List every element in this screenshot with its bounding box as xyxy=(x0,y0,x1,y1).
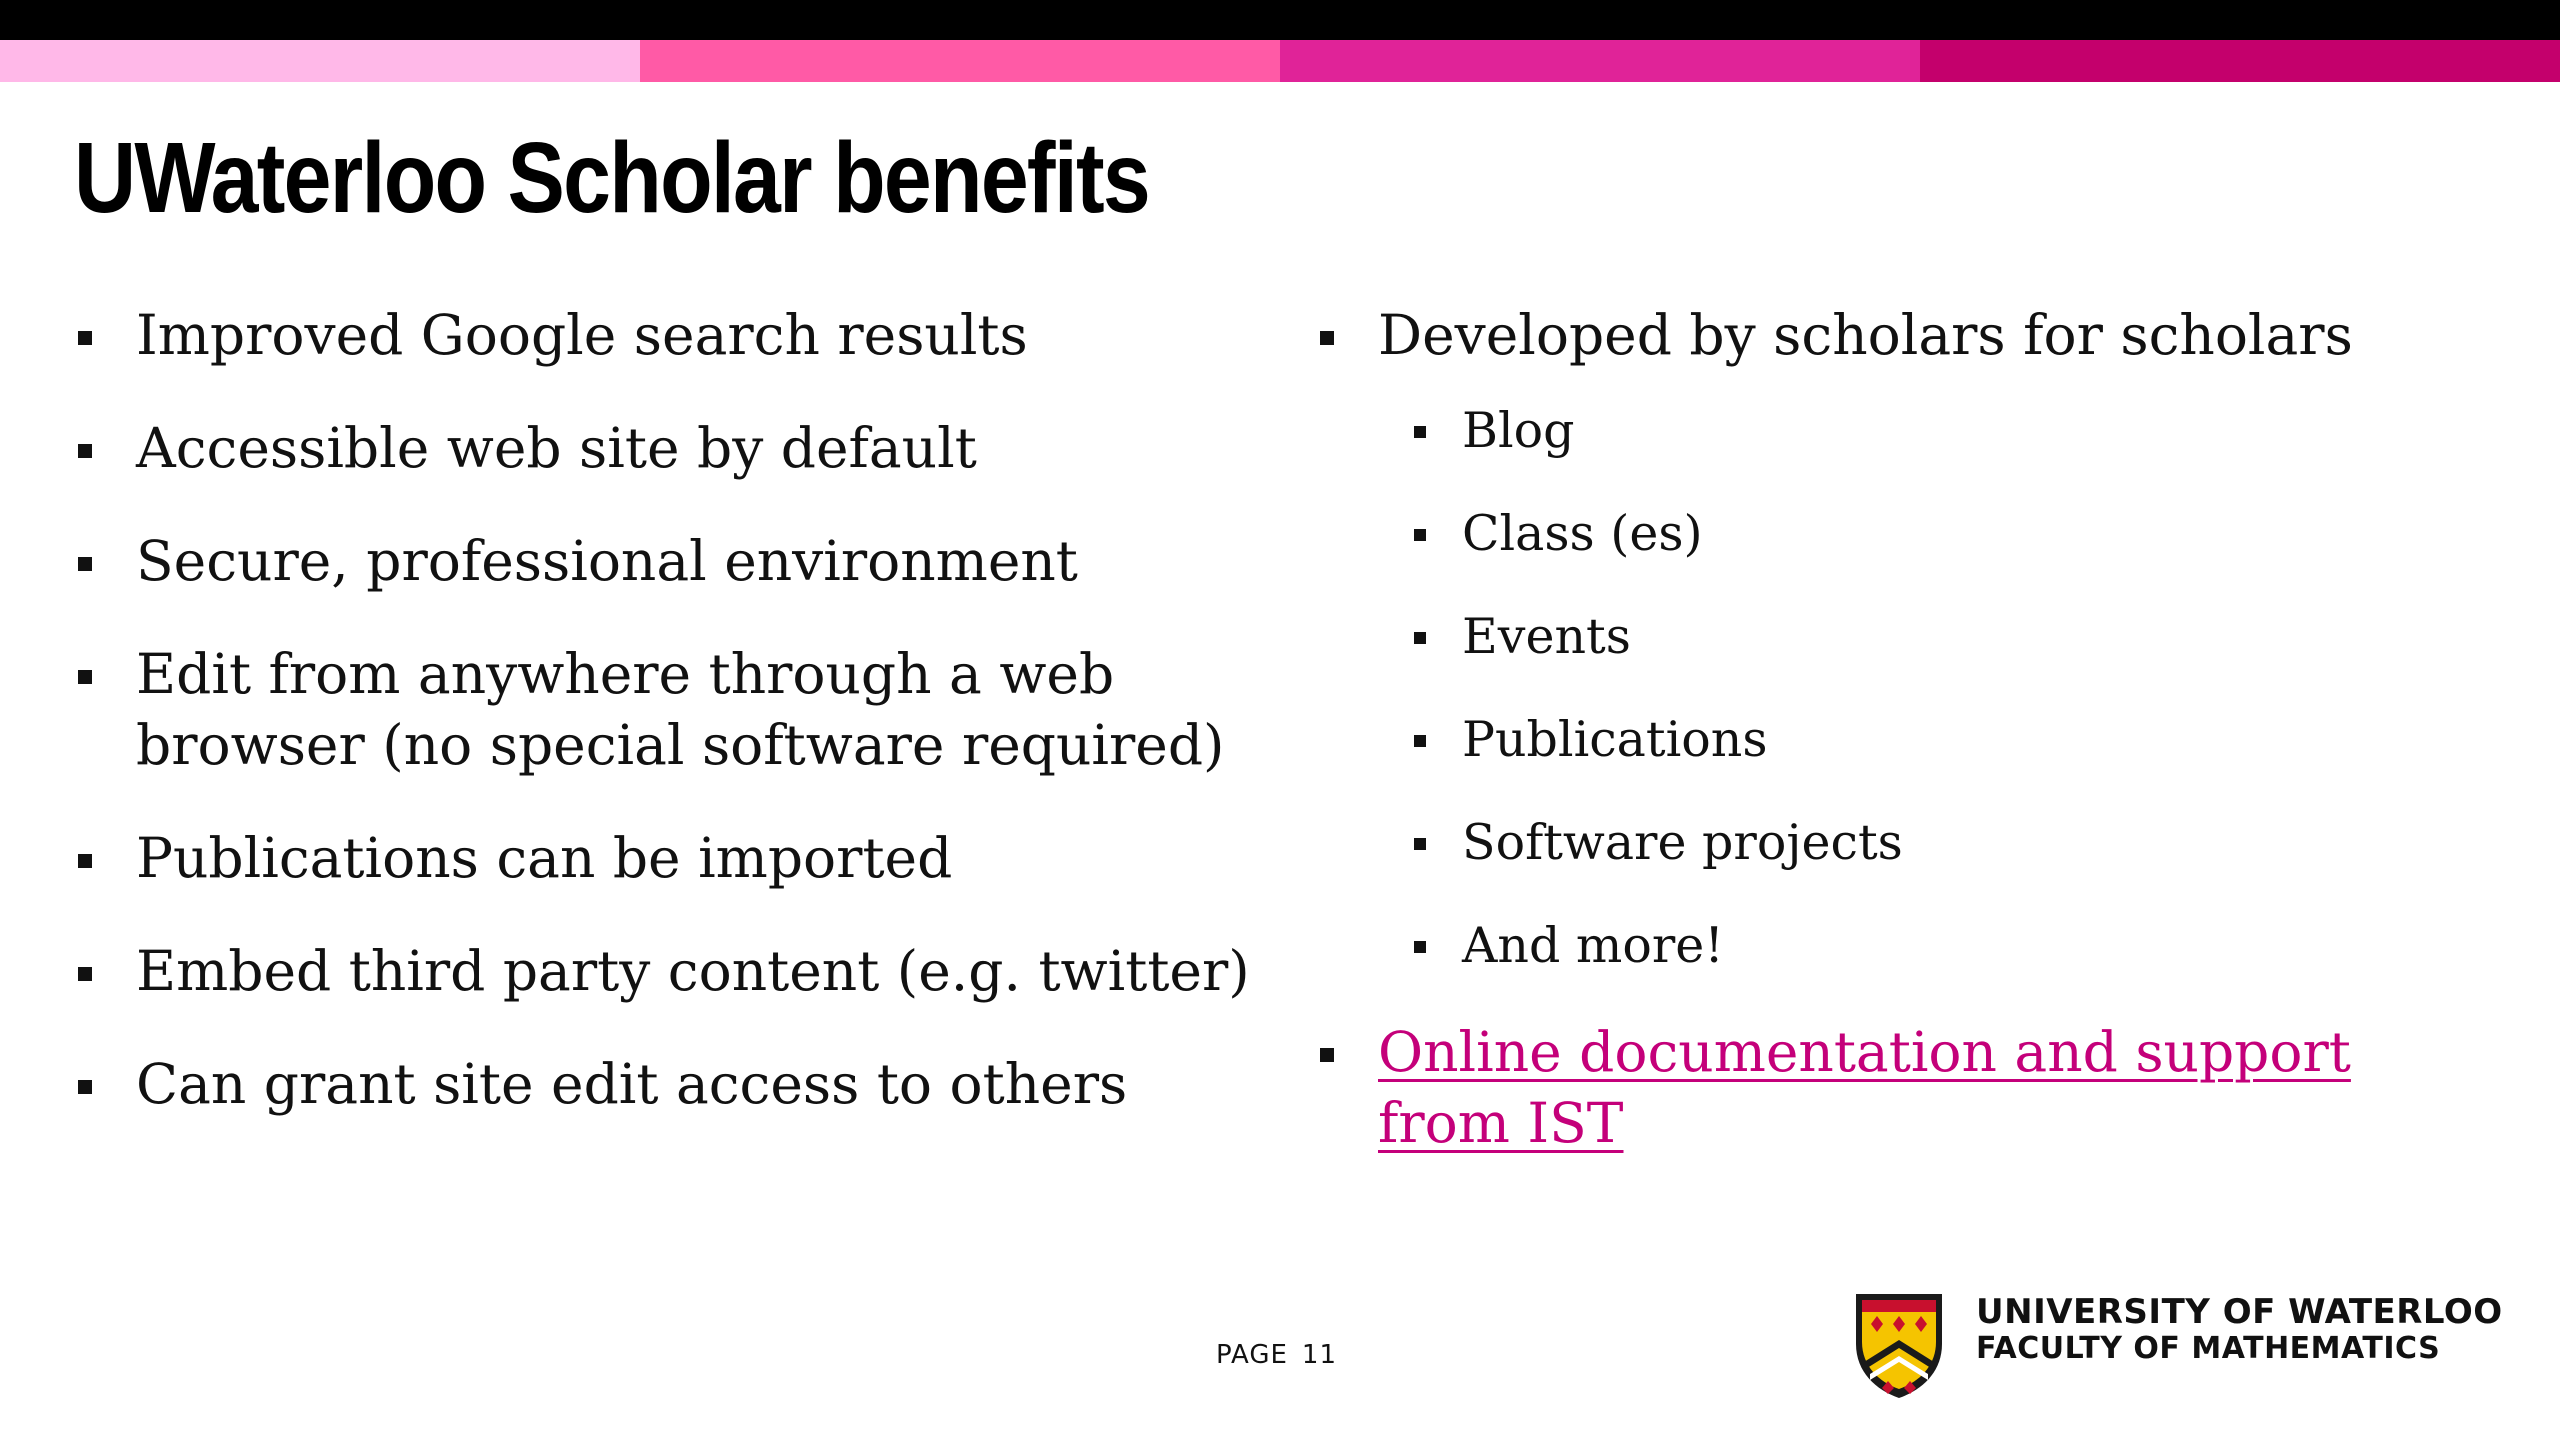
page-label: PAGE xyxy=(1216,1340,1288,1370)
list-item xyxy=(74,936,1254,1007)
list-item-text: Edit from anywhere through a web browser (no special software required) xyxy=(136,642,1225,777)
square-bullet-icon xyxy=(1320,331,1334,345)
documentation-link[interactable]: Online documentation and support from IST xyxy=(1378,1020,2351,1155)
square-bullet-icon xyxy=(1320,1048,1334,1062)
square-bullet-icon xyxy=(1414,735,1426,747)
left-bullet-list xyxy=(74,300,1254,1162)
list-item xyxy=(74,526,1254,597)
square-bullet-icon xyxy=(1414,838,1426,850)
list-item-text: Embed third party content (e.g. twitter) xyxy=(136,939,1250,1003)
org-line-2: FACULTY OF MATHEMATICS xyxy=(1976,1331,2441,1366)
university-name xyxy=(1976,1293,2503,1367)
stripe-1 xyxy=(0,40,640,82)
square-bullet-icon xyxy=(78,444,92,458)
sub-list-item-text: Publications xyxy=(1462,711,1768,768)
list-item-text: Developed by scholars for scholars xyxy=(1378,303,2353,367)
sub-list-item xyxy=(1414,605,2476,669)
square-bullet-icon xyxy=(1414,529,1426,541)
list-item-text: Improved Google search results xyxy=(136,303,1028,367)
sub-list-item xyxy=(1414,811,2476,875)
list-item xyxy=(1316,300,2476,371)
square-bullet-icon xyxy=(78,331,92,345)
sub-list-item-text: Software projects xyxy=(1462,814,1903,871)
slide-title: UWaterloo Scholar benefits xyxy=(74,122,1150,234)
sub-list-item xyxy=(1414,399,2476,463)
page-number xyxy=(1216,1340,1337,1370)
sub-list-item-text: Events xyxy=(1462,608,1631,665)
stripe-4 xyxy=(1920,40,2560,82)
square-bullet-icon xyxy=(78,557,92,571)
top-black-bar xyxy=(0,0,2560,40)
org-line-1: UNIVERSITY OF WATERLOO xyxy=(1976,1292,2503,1332)
list-item xyxy=(74,639,1254,781)
list-item xyxy=(74,823,1254,894)
square-bullet-icon xyxy=(1414,941,1426,953)
sub-bullet-list xyxy=(1414,399,2476,978)
university-logo xyxy=(1852,1290,2503,1402)
sub-list-item-text: Class (es) xyxy=(1462,505,1703,562)
sub-list-item xyxy=(1414,502,2476,566)
list-item-text: Publications can be imported xyxy=(136,826,953,890)
square-bullet-icon xyxy=(78,967,92,981)
header-color-stripes xyxy=(0,40,2560,82)
square-bullet-icon xyxy=(1414,426,1426,438)
list-item xyxy=(74,300,1254,371)
list-item xyxy=(1316,1017,2476,1159)
list-item-text: Accessible web site by default xyxy=(136,416,977,480)
stripe-3 xyxy=(1280,40,1920,82)
square-bullet-icon xyxy=(1414,632,1426,644)
square-bullet-icon xyxy=(78,670,92,684)
square-bullet-icon xyxy=(78,1080,92,1094)
sub-list-item xyxy=(1414,708,2476,772)
university-crest-icon xyxy=(1852,1290,1946,1402)
sub-list-container xyxy=(1316,399,2476,978)
sub-list-item-text: Blog xyxy=(1462,402,1575,459)
list-item-text: Can grant site edit access to others xyxy=(136,1052,1128,1116)
list-item xyxy=(74,1049,1254,1120)
page-number-value: 11 xyxy=(1301,1340,1338,1370)
right-bullet-list xyxy=(1316,300,2476,1187)
square-bullet-icon xyxy=(78,854,92,868)
stripe-2 xyxy=(640,40,1280,82)
sub-list-item-text: And more! xyxy=(1462,917,1724,974)
list-item xyxy=(74,413,1254,484)
sub-list-item xyxy=(1414,914,2476,978)
list-item-text: Secure, professional environment xyxy=(136,529,1078,593)
